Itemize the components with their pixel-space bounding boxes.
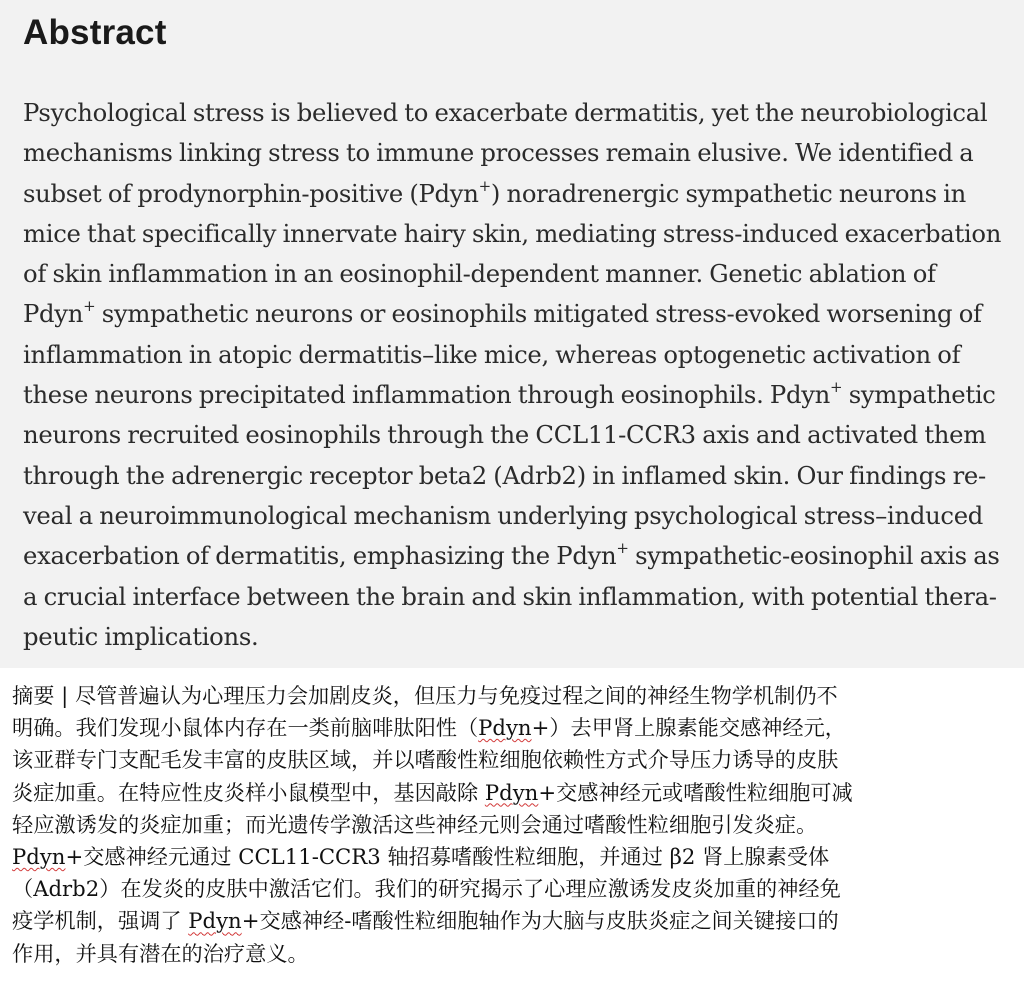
abstract-line: neurons recruited eosinophils through the CCL11-CCR3 axis and activated them (23, 420, 986, 450)
abstract-text-run: Pdyn (23, 299, 84, 329)
translation-line: 该亚群专门支配毛发丰富的皮肤区域，并以嗜酸性粒细胞依赖性方式介导压力诱导的皮肤 (12, 747, 839, 773)
abstract-line (23, 294, 1013, 334)
spellcheck-marked-word: Pdyn (188, 908, 242, 934)
spellcheck-marked-word: Pdyn (478, 715, 532, 741)
abstract-heading: Abstract (23, 13, 167, 52)
abstract-text-run: subset of prodynorphin-positive (Pdyn (23, 178, 479, 208)
superscript-plus: + (83, 297, 96, 316)
abstract-text-run: sympathetic-eosinophil axis as (628, 541, 1000, 571)
abstract-line (23, 174, 1013, 214)
translation-line (12, 777, 1016, 809)
abstract-line: mice that specifically innervate hairy skin, mediating stress-induced exacerbation (23, 218, 1002, 248)
translation-line (12, 905, 1016, 937)
translation-line (12, 712, 1016, 744)
translation-line: 作用，并具有潜在的治疗意义。 (12, 940, 309, 966)
translation-text-run: +交感神经-嗜酸性粒细胞轴作为大脑与皮肤炎症之间关键接口的 (241, 908, 839, 934)
translation-text-run: 炎症加重。在特应性皮炎样小鼠模型中，基因敲除 (12, 779, 485, 805)
translation-text-run: 疫学机制，强调了 (12, 908, 189, 934)
abstract-text-run: ) noradrenergic sympathetic neurons in (490, 178, 967, 208)
superscript-plus: + (478, 176, 491, 195)
abstract-line: inflammation in atopic dermatitis–like mice, whereas optogenetic activation of (23, 339, 961, 369)
spellcheck-marked-word: Pdyn (12, 844, 66, 870)
translation-line: 轻应激诱发的炎症加重；而光遗传学激活这些神经元则会通过嗜酸性粒细胞引发炎症。 (12, 811, 818, 837)
superscript-plus: + (830, 377, 843, 396)
abstract-text-run: sympathetic (842, 380, 996, 410)
abstract-line: a crucial interface between the brain and skin inflammation, with potential thera- (23, 581, 997, 611)
chinese-translation (12, 680, 1016, 970)
abstract-text (23, 93, 1013, 657)
abstract-line: veal a neuroimmunological mechanism underlying psychological stress–induced (23, 500, 984, 530)
abstract-text-run: sympathetic neurons or eosinophils mitigated stress-evoked worsening of (95, 299, 982, 329)
abstract-line (23, 375, 1013, 415)
abstract-text-run: these neurons precipitated inflammation through eosinophils. Pdyn (23, 380, 830, 410)
translation-text-run: +）去甲肾上腺素能交感神经元， (531, 715, 846, 741)
abstract-line: mechanisms linking stress to immune processes remain elusive. We identified a (23, 138, 974, 168)
translation-text-run: 明确。我们发现小鼠体内存在一类前脑啡肽阳性（ (12, 715, 479, 741)
translation-line: 摘要 | 尽管普遍认为心理压力会加剧皮炎，但压力与免疫过程之间的神经生物学机制仍不 (12, 683, 838, 708)
abstract-line (23, 536, 1013, 576)
abstract-line: Psychological stress is believed to exacerbate dermatitis, yet the neurobiological (23, 98, 988, 127)
superscript-plus: + (616, 539, 629, 558)
translation-text-run: +交感神经元通过 CCL11-CCR3 轴招募嗜酸性粒细胞，并通过 β2 肾上腺素受体 (65, 844, 830, 870)
abstract-line: of skin inflammation in an eosinophil-dependent manner. Genetic ablation of (23, 259, 936, 289)
spellcheck-marked-word: Pdyn (484, 779, 539, 805)
translation-text-run: +交感神经元或嗜酸性粒细胞可减 (538, 779, 853, 805)
abstract-text-run: exacerbation of dermatitis, emphasizing the Pdyn (23, 541, 617, 571)
translation-line (12, 841, 1016, 873)
translation-line: （Adrb2）在发炎的皮肤中激活它们。我们的研究揭示了心理应激诱发皮炎加重的神经免 (12, 876, 841, 902)
abstract-line: peutic implications. (23, 621, 259, 651)
abstract-line: through the adrenergic receptor beta2 (Adrb2) in inflamed skin. Our findings re- (23, 460, 986, 490)
